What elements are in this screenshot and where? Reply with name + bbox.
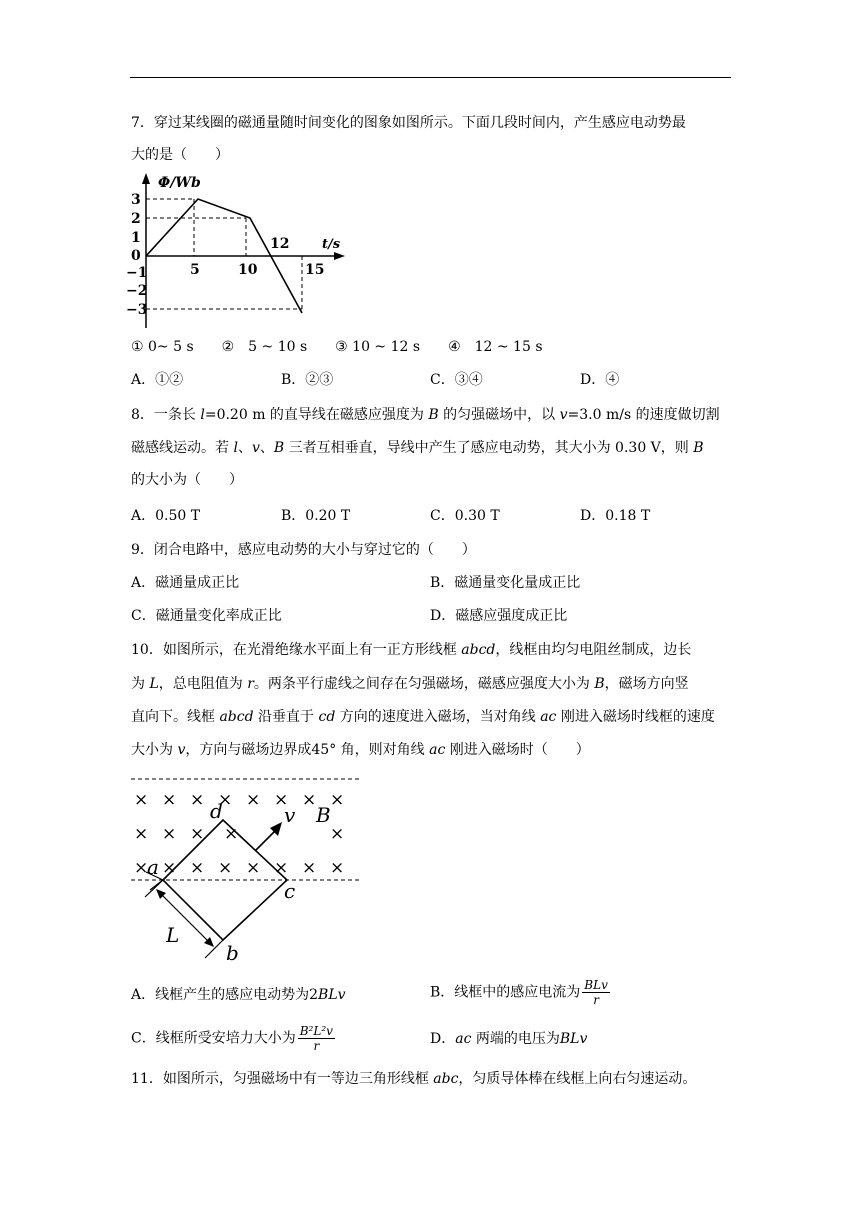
field-cross-mark: ×: [330, 858, 345, 878]
y-tick-neg3: −3: [126, 302, 148, 318]
velocity-arrow: [255, 829, 277, 851]
field-cross-mark: ×: [134, 858, 149, 878]
label-c: c: [284, 879, 296, 903]
q9-option-d[interactable]: D．磁感应强度成正比: [430, 608, 568, 624]
field-cross-mark: ×: [190, 824, 205, 844]
y-tick-1: 1: [131, 230, 141, 246]
field-cross-mark: ×: [274, 790, 289, 810]
field-cross-mark: ×: [190, 790, 205, 810]
x-tick-12: 12: [270, 236, 290, 252]
field-cross-mark: ×: [302, 858, 317, 878]
q10-line1: 10．如图所示，在光滑绝缘水平面上有一正方形线框 abcd，线框由均匀电阻丝制成，边长: [131, 642, 692, 658]
q7-stem-line2: 大的是（ ）: [131, 147, 229, 163]
y-tick-0: 0: [131, 248, 141, 264]
field-cross-mark: ×: [274, 858, 289, 878]
label-a: a: [147, 855, 159, 879]
q7-option-d[interactable]: D．④: [580, 372, 620, 388]
x-tick-5: 5: [190, 262, 200, 278]
label-v: v: [284, 803, 296, 827]
q8-line3: 的大小为（ ）: [131, 472, 243, 488]
x-tick-10: 10: [238, 262, 258, 278]
field-cross-mark: ×: [162, 858, 177, 878]
q7-option-a[interactable]: A．①②: [131, 372, 184, 388]
field-cross-mark: ×: [190, 858, 205, 878]
field-cross-mark: ×: [218, 858, 233, 878]
fraction: $\frac{\text{BLv}}{r}$: [584, 978, 608, 1007]
q8-option-a[interactable]: A．0.50 T: [131, 508, 201, 524]
x-axis-label: t/s: [322, 237, 341, 252]
y-tick-3: 3: [131, 192, 141, 208]
q9-option-b[interactable]: B．磁通量变化量成正比: [430, 575, 581, 591]
q8-option-c[interactable]: C．0.30 T: [430, 508, 500, 524]
field-cross-mark: ×: [162, 824, 177, 844]
y-axis-label: Φ/Wb: [158, 175, 201, 191]
y-tick-neg2: −2: [126, 283, 148, 299]
label-L: L: [166, 923, 180, 947]
q8-line1: 8．一条长 l=0.20 m 的直导线在磁感应强度为 B 的匀强磁场中，以 v=3.0 m/s 的速度做切割: [131, 407, 720, 423]
label-b: b: [226, 941, 239, 965]
q11-line1: 11．如图所示，匀强磁场中有一等边三角形线框 abc，匀质导体棒在线框上向右匀速运动。: [131, 1071, 697, 1087]
y-tick-2: 2: [131, 211, 141, 227]
q10-line3: 直向下。线框 abcd 沿垂直于 cd 方向的速度进入磁场，当对角线 ac 刚进入磁场时线框的速度: [131, 709, 715, 725]
x-tick-15: 15: [305, 262, 325, 278]
q10-line4: 大小为 v，方向与磁场边界成45° 角，则对角线 ac 刚进入磁场时（ ）: [131, 742, 590, 758]
q9-option-a[interactable]: A．磁通量成正比: [131, 575, 240, 591]
q9-option-c[interactable]: C．磁通量变化率成正比: [131, 608, 282, 624]
q10-option-a[interactable]: A．线框产生的感应电动势为2BLv: [131, 987, 346, 1003]
label-B: B: [316, 803, 331, 827]
q7-option-b[interactable]: B．②③: [281, 372, 334, 388]
field-cross-mark: ×: [134, 824, 149, 844]
field-crosses: [134, 790, 344, 878]
q7-stem-line1: 7．穿过某线圈的磁通量随时间变化的图象如图所示。下面几段时间内，产生感应电动势最: [131, 115, 686, 131]
q8-option-d[interactable]: D．0.18 T: [580, 508, 651, 524]
q10-option-b[interactable]: B．线框中的感应电流为 $\frac{\text{BLv}}{r}$: [430, 978, 608, 1007]
q7-option-c[interactable]: C．③④: [430, 372, 483, 388]
field-cross-mark: ×: [302, 790, 317, 810]
fraction: $\frac{\text{B²L²v}}{r}$: [299, 1024, 333, 1053]
q10-option-d[interactable]: D．ac 两端的电压为BLv: [430, 1031, 588, 1047]
label-d: d: [210, 799, 223, 823]
q7-periods: ① 0~ 5 s ② 5 ~ 10 s ③ 10 ~ 12 s ④ 12 ~ 15 s: [131, 339, 543, 355]
field-cross-mark: ×: [330, 790, 345, 810]
field-cross-mark: ×: [218, 790, 233, 810]
q8-line2: 磁感线运动。若 l、v、B 三者互相垂直，导线中产生了感应电动势，其大小为 0.30 V，则 B: [131, 440, 704, 456]
q8-option-b[interactable]: B．0.20 T: [281, 508, 351, 524]
field-cross-mark: ×: [134, 790, 149, 810]
q10-option-c[interactable]: C．线框所受安培力大小为 $\frac{\text{B²L²v}}{r}$: [131, 1024, 333, 1053]
q10-line2: 为 L，总电阻值为 r。两条平行虚线之间存在匀强磁场，磁感应强度大小为 B，磁场方向竖: [131, 676, 689, 692]
q9-stem: 9．闭合电路中，感应电动势的大小与穿过它的（ ）: [131, 542, 476, 558]
field-cross-mark: ×: [162, 790, 177, 810]
field-cross-mark: ×: [246, 858, 261, 878]
field-cross-mark: ×: [224, 824, 239, 844]
y-tick-neg1: −1: [126, 265, 148, 281]
field-cross-mark: ×: [246, 790, 261, 810]
field-cross-mark: ×: [330, 824, 345, 844]
